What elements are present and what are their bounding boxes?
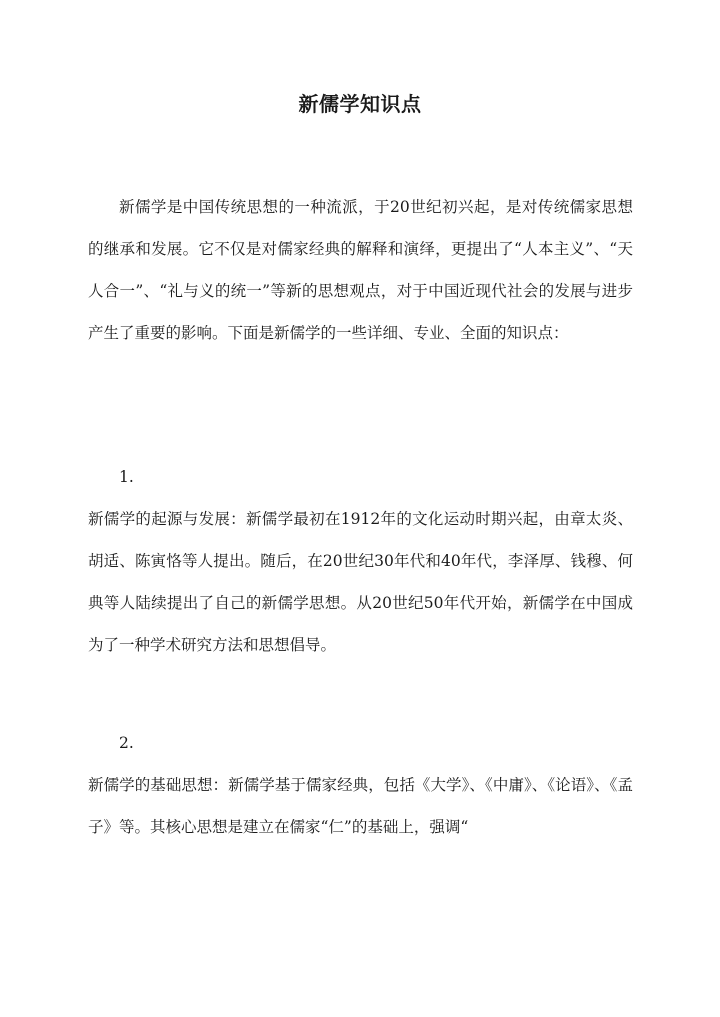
document-title: 新儒学知识点: [298, 92, 422, 116]
item-paragraph-2: 新儒学的基础思想：新儒学基于儒家经典，包括《大学》、《中庸》、《论语》、《孟子》等。其核心思想是建立在儒家“仁”的基础上，强调“: [88, 776, 633, 836]
item-number-1: 1.: [119, 468, 134, 486]
intro-paragraph: 新儒学是中国传统思想的一种流派，于20世纪初兴起，是对传统儒家思想的继承和发展。它不仅是对儒家经典的解释和演绎，更提出了“人本主义”、“天人合一”、“礼与义的统一”等新的思想观点，对于中国近现代社会的发展与进步产生了重要的影响。下面是新儒学的一些详细、专业、全面的知识点：: [88, 198, 633, 342]
item-number-2: 2.: [119, 734, 134, 752]
item-paragraph-1: 新儒学的起源与发展：新儒学最初在1912年的文化运动时期兴起，由章太炎、胡适、陈寅恪等人提出。随后，在20世纪30年代和40年代，李泽厚、钱穆、何典等人陆续提出了自己的新儒学思想。从20世纪50年代开始，新儒学在中国成为了一种学术研究方法和思想倡导。: [88, 510, 633, 654]
